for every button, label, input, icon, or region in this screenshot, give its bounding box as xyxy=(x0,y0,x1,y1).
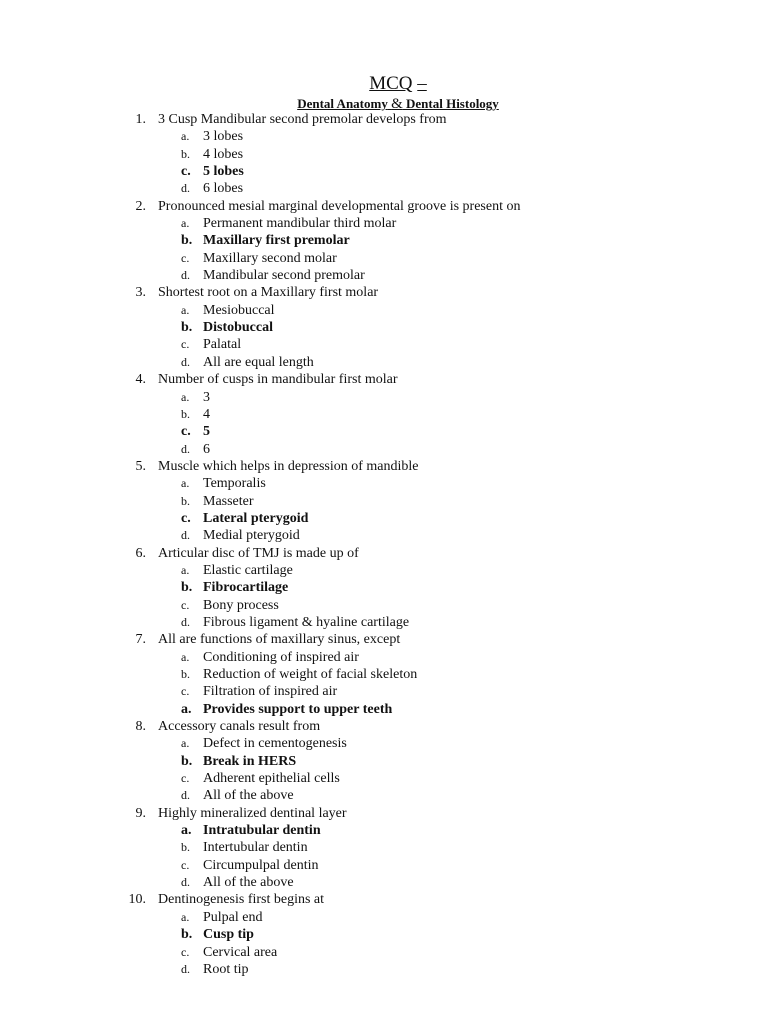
option-letter: b. xyxy=(181,320,193,336)
answer-option-correct xyxy=(0,579,768,596)
answer-option xyxy=(0,961,768,978)
option-text: Elastic cartilage xyxy=(203,562,293,578)
answer-option xyxy=(0,493,768,510)
question-text: Number of cusps in mandibular first molar xyxy=(158,372,398,388)
answer-option xyxy=(0,787,768,804)
option-text: Bony process xyxy=(203,597,279,613)
option-text: Distobuccal xyxy=(203,320,273,336)
option-letter: b. xyxy=(181,580,193,596)
answer-option-correct xyxy=(0,753,768,770)
option-letter: a. xyxy=(181,736,190,751)
option-letter: b. xyxy=(181,927,193,943)
option-letter: a. xyxy=(181,823,192,839)
question-number: 1. xyxy=(135,112,146,127)
answer-option xyxy=(0,857,768,874)
option-text: Filtration of inspired air xyxy=(203,684,338,700)
option-letter: d. xyxy=(181,528,190,543)
option-letter: a. xyxy=(181,701,192,717)
question-text: Pronounced mesial marginal developmental groove is present on xyxy=(158,198,521,214)
option-text: 6 xyxy=(203,441,210,457)
option-text: Circumpulpal dentin xyxy=(203,857,319,873)
question-number: 5. xyxy=(135,458,146,474)
option-letter: c. xyxy=(181,944,190,959)
option-letter: b. xyxy=(181,233,193,249)
option-text: Pulpal end xyxy=(203,909,263,925)
option-text: Intratubular dentin xyxy=(203,823,321,839)
subtitle-right: Dental Histology xyxy=(406,96,499,111)
option-letter: c. xyxy=(181,164,191,180)
answer-option xyxy=(0,146,768,163)
question-number: 3. xyxy=(135,285,146,301)
option-text: 4 xyxy=(203,406,210,422)
option-letter: b. xyxy=(181,146,190,161)
title-dash: – xyxy=(417,73,427,94)
option-letter: a. xyxy=(181,216,190,231)
option-letter: b. xyxy=(181,493,190,508)
question-10 xyxy=(0,891,768,908)
option-text: Palatal xyxy=(203,337,242,353)
option-letter: c. xyxy=(181,510,191,526)
answer-option xyxy=(0,128,768,145)
option-letter: c. xyxy=(181,771,190,786)
option-letter: d. xyxy=(181,268,190,283)
answer-option-correct xyxy=(0,822,768,839)
question-6 xyxy=(0,545,768,562)
answer-option xyxy=(0,735,768,752)
page-title xyxy=(0,73,768,95)
option-text: Cervical area xyxy=(203,944,278,960)
answer-option xyxy=(0,475,768,492)
option-letter: a. xyxy=(181,562,190,577)
option-letter: a. xyxy=(181,476,190,491)
option-letter: a. xyxy=(181,302,190,317)
option-text: Lateral pterygoid xyxy=(203,510,309,526)
option-text: 3 lobes xyxy=(203,129,244,145)
option-text: Break in HERS xyxy=(203,753,297,769)
option-letter: b. xyxy=(181,667,190,681)
question-1 xyxy=(0,111,768,128)
answer-option xyxy=(0,354,768,371)
subtitle-left: Dental Anatomy xyxy=(297,96,388,111)
answer-option xyxy=(0,649,768,666)
answer-option xyxy=(0,666,768,683)
answer-option-correct xyxy=(0,319,768,336)
option-text: Maxillary first premolar xyxy=(203,233,350,249)
question-number: 6. xyxy=(135,545,146,561)
option-text: Root tip xyxy=(203,961,249,977)
option-text: Provides support to upper teeth xyxy=(203,701,393,717)
question-number: 7. xyxy=(135,632,146,648)
option-text: Maxillary second molar xyxy=(203,250,337,266)
option-letter: d. xyxy=(181,181,190,196)
answer-option xyxy=(0,215,768,232)
option-text: Fibrocartilage xyxy=(203,580,289,596)
option-letter: c. xyxy=(181,857,190,872)
option-letter: c. xyxy=(181,337,190,352)
option-letter: d. xyxy=(181,354,190,369)
question-number: 2. xyxy=(135,198,146,214)
option-letter: d. xyxy=(181,788,190,803)
option-text: Temporalis xyxy=(203,476,266,492)
answer-option xyxy=(0,267,768,284)
answer-option xyxy=(0,562,768,579)
question-text: Dentinogenesis first begins at xyxy=(158,892,325,908)
question-number: 10. xyxy=(128,892,146,908)
answer-option xyxy=(0,874,768,891)
option-letter: b. xyxy=(181,840,190,855)
option-letter: a. xyxy=(181,909,190,924)
option-text: Fibrous ligament & hyaline cartilage xyxy=(203,614,410,630)
question-8 xyxy=(0,718,768,735)
option-text: Masseter xyxy=(203,493,254,509)
question-7 xyxy=(0,631,768,648)
answer-option xyxy=(0,302,768,319)
answer-option xyxy=(0,180,768,197)
answer-option xyxy=(0,909,768,926)
option-text: 5 lobes xyxy=(203,164,244,180)
question-text: Highly mineralized dentinal layer xyxy=(158,805,347,821)
option-text: Intertubular dentin xyxy=(203,840,308,856)
answer-option xyxy=(0,944,768,961)
option-text: Adherent epithelial cells xyxy=(203,771,340,787)
option-text: All of the above xyxy=(203,788,294,804)
option-text: Conditioning of inspired air xyxy=(203,649,359,665)
question-number: 4. xyxy=(135,372,146,388)
option-text: 3 xyxy=(203,389,210,405)
option-letter: c. xyxy=(181,597,190,612)
answer-option xyxy=(0,614,768,631)
question-text: Shortest root on a Maxillary first molar xyxy=(158,285,379,301)
question-number: 8. xyxy=(135,719,146,735)
option-letter: d. xyxy=(181,875,190,890)
option-letter: a. xyxy=(181,649,190,664)
option-text: Mandibular second premolar xyxy=(203,268,365,284)
option-letter: b. xyxy=(181,753,193,769)
option-letter: c. xyxy=(181,250,190,265)
subtitle-ampersand: & xyxy=(391,96,403,112)
answer-option xyxy=(0,250,768,267)
question-list xyxy=(0,111,768,978)
title-text: MCQ xyxy=(369,73,413,94)
answer-option xyxy=(0,527,768,544)
answer-option-correct xyxy=(0,510,768,527)
option-text: 5 xyxy=(203,424,210,440)
question-9 xyxy=(0,805,768,822)
question-2 xyxy=(0,198,768,215)
option-text: All of the above xyxy=(203,875,294,891)
answer-option xyxy=(0,770,768,787)
option-text: Mesiobuccal xyxy=(203,302,275,318)
question-text: Muscle which helps in depression of mandible xyxy=(158,458,419,474)
option-text: 4 lobes xyxy=(203,146,244,162)
question-5 xyxy=(0,458,768,475)
option-letter: c. xyxy=(181,684,190,699)
option-letter: a. xyxy=(181,129,190,144)
option-text: All are equal length xyxy=(203,354,314,370)
option-letter: b. xyxy=(181,406,190,421)
option-text: 6 lobes xyxy=(203,181,244,197)
answer-option xyxy=(0,683,768,700)
answer-option xyxy=(0,389,768,406)
answer-option xyxy=(0,441,768,458)
page-subtitle xyxy=(0,96,768,112)
answer-option xyxy=(0,839,768,856)
option-letter: a. xyxy=(181,389,190,404)
question-text: 3 Cusp Mandibular second premolar develops from xyxy=(158,112,447,127)
question-3 xyxy=(0,284,768,301)
option-letter: d. xyxy=(181,614,190,629)
answer-option xyxy=(0,406,768,423)
option-text: Reduction of weight of facial skeleton xyxy=(203,667,418,682)
option-letter: d. xyxy=(181,441,190,456)
answer-option-correct xyxy=(0,701,768,718)
answer-option-correct xyxy=(0,926,768,943)
option-text: Cusp tip xyxy=(203,927,254,943)
answer-option xyxy=(0,336,768,353)
option-text: Permanent mandibular third molar xyxy=(203,216,397,232)
question-4 xyxy=(0,371,768,388)
answer-option-correct xyxy=(0,423,768,440)
question-number: 9. xyxy=(135,805,146,821)
answer-option-correct xyxy=(0,232,768,249)
option-text: Defect in cementogenesis xyxy=(203,736,347,752)
question-text: All are functions of maxillary sinus, except xyxy=(158,632,401,648)
option-letter: d. xyxy=(181,961,190,976)
option-letter: c. xyxy=(181,424,191,440)
option-text: Medial pterygoid xyxy=(203,528,300,544)
answer-option xyxy=(0,597,768,614)
question-text: Articular disc of TMJ is made up of xyxy=(158,545,359,561)
answer-option-correct xyxy=(0,163,768,180)
question-text: Accessory canals result from xyxy=(158,719,321,735)
